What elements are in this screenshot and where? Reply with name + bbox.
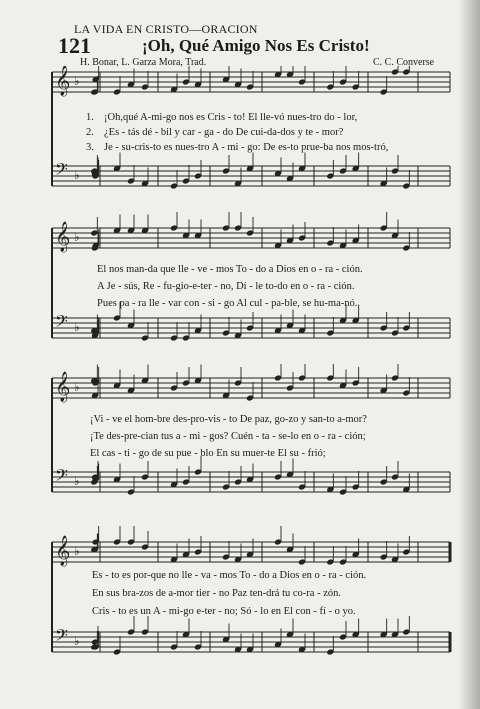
music-system-2 (0, 208, 480, 348)
treble-clef-icon: 𝄞 (55, 66, 71, 96)
bass-clef-icon: 𝄢 (55, 625, 68, 649)
bass-clef-icon: 𝄢 (55, 465, 68, 489)
flat-sign-icon: ♭ (74, 474, 80, 488)
flat-sign-icon: ♭ (74, 74, 80, 88)
music-system-3 (0, 364, 480, 509)
lyric-line-verse-3: Cris - to es un A - mi-go e-ter - no; Só - lo en El con - fí - o yo. (92, 606, 356, 617)
lyric-line-verse-2: ¿Es - tás dé - bil y car - ga - do De cui-da-dos y te - mor? (104, 127, 344, 138)
verse-number: 3. (86, 142, 94, 153)
hymn-number: 121 (58, 33, 91, 58)
verse-number: 1. (86, 112, 94, 123)
flat-sign-icon: ♭ (74, 320, 80, 334)
flat-sign-icon: ♭ (74, 380, 80, 394)
flat-sign-icon: ♭ (74, 634, 80, 648)
lyric-line-verse-2: A Je - sús, Re - fu-gio-e-ter - no, Dí - le to-do en o - ra - ción. (97, 281, 355, 292)
lyricist-credit: H. Bonar, L. Garza Mora, Trad. (80, 57, 207, 68)
section-title: LA VIDA EN CRISTO—ORACION (74, 22, 258, 36)
composer-credit: C. C. Converse (373, 57, 435, 68)
staff-pair-2 (0, 208, 480, 348)
treble-clef-icon: 𝄞 (55, 536, 71, 566)
lyric-line-verse-1: Es - to es por-que no lle - va - mos To - do a Dios en o - ra - ción. (92, 570, 367, 581)
verse-number: 2. (86, 127, 94, 138)
lyric-line-verse-2: En sus bra-zos de a-mor tier - no Paz ten-drá tu co-ra - zón. (92, 588, 341, 599)
music-system-1 (0, 66, 480, 201)
lyric-line-verse-2: ¡Te des-pre-cian tus a - mi - gos? Cuén - ta - se-lo en o - ra - ción; (90, 431, 366, 442)
lyric-line-verse-1: ¡Vi - ve el hom-bre des-pro-vis - to De paz, go-zo y san-to a-mor? (90, 414, 367, 425)
lyric-line-verse-1: ¡Oh,qué A-mi-go nos es Cris - to! El lle-vó nues-tro do - lor, (104, 112, 358, 123)
bass-clef-icon: 𝄢 (55, 311, 68, 335)
lyric-line-verse-3: El cas - ti - go de su pue - blo En su muer-te El su - frió; (90, 448, 326, 459)
treble-clef-icon: 𝄞 (55, 222, 71, 252)
music-system-4 (0, 512, 480, 672)
lyric-line-verse-3: Pues pa - ra lle - var con - si - go Al cul - pa-ble, se hu-ma-nó. (97, 298, 358, 309)
lyric-line-verse-3: Je - su-cris-to es nues-tro A - mi - go: De es-to prue-ba nos mos-tró, (104, 142, 389, 153)
treble-clef-icon: 𝄞 (55, 372, 71, 402)
flat-sign-icon: ♭ (74, 168, 80, 182)
flat-sign-icon: ♭ (74, 230, 80, 244)
lyric-line-verse-1: El nos man-da que lle - ve - mos To - do a Dios en o - ra - ción. (97, 264, 363, 275)
bass-clef-icon: 𝄢 (55, 159, 68, 183)
hymn-title: ¡Oh, Qué Amigo Nos Es Cristo! (142, 36, 370, 55)
flat-sign-icon: ♭ (74, 544, 80, 558)
